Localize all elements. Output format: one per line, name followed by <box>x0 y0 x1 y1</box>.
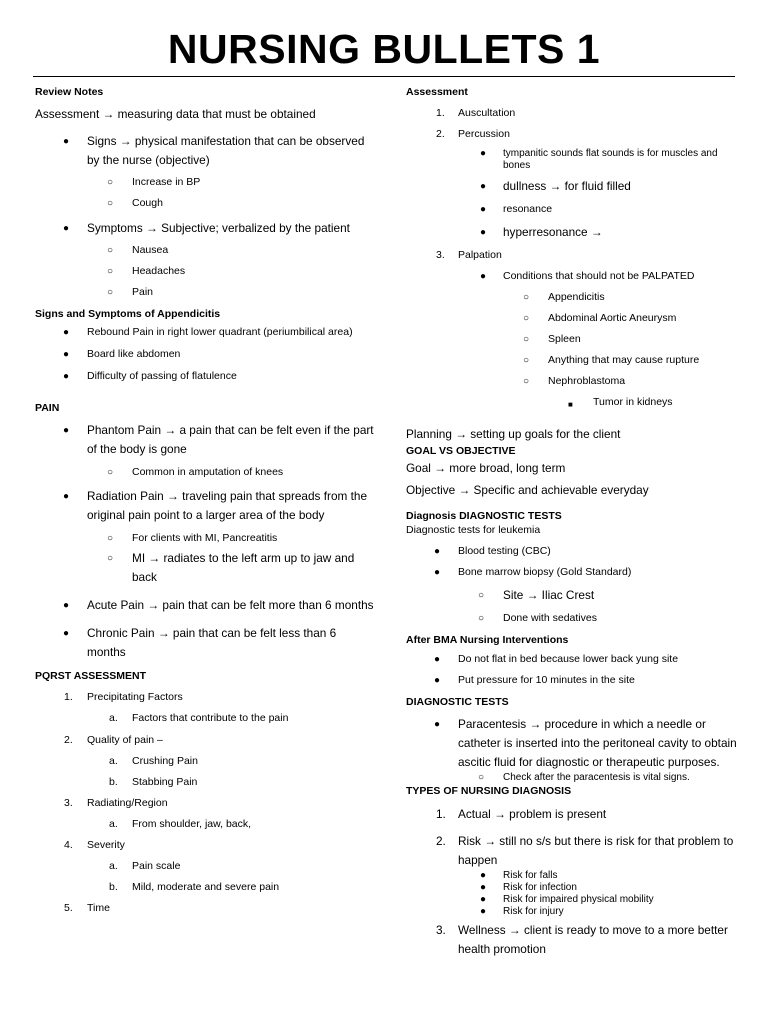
radiation-pain-note: For clients with MI, Pancreatitis <box>132 532 278 544</box>
title-rule <box>33 76 735 77</box>
list-item <box>406 202 741 217</box>
list-item <box>35 285 375 300</box>
bullet-marker: ● <box>63 491 70 502</box>
list-item <box>406 395 741 410</box>
bma-text: Bone marrow biopsy (Gold Standard) <box>458 566 632 578</box>
diagnostic-tests-heading: DIAGNOSTIC TESTS <box>406 696 509 708</box>
pqrst-subitem <box>35 775 375 790</box>
pqrst-label: Precipitating Factors <box>87 691 183 703</box>
pqrst-number: 5. <box>64 902 73 914</box>
chronic-pain-text: Chronic Pain → pain that can be felt less than 6 months <box>87 626 337 659</box>
review-notes-heading: Review Notes <box>35 86 104 98</box>
circle-marker: ○ <box>107 467 114 478</box>
no-palpate-condition: Anything that may cause rupture <box>548 354 700 366</box>
pain-heading: PAIN <box>35 402 60 414</box>
bullet-marker: ● <box>480 894 487 905</box>
pqrst-subitem <box>35 859 375 874</box>
tympanitic-text: tympanitic sounds flat sounds is for muscles and bones <box>503 148 718 171</box>
bullet-marker: ● <box>480 204 487 215</box>
bullet-marker: ● <box>480 227 487 238</box>
circle-marker: ○ <box>107 198 114 209</box>
list-item <box>35 465 375 480</box>
list-item <box>406 921 741 959</box>
circle-marker: ○ <box>478 772 485 783</box>
pqrst-subitem <box>35 817 375 832</box>
circle-marker: ○ <box>523 355 530 366</box>
nephroblastoma-note: Tumor in kidneys <box>593 396 673 408</box>
risk-example: Risk for infection <box>503 882 577 893</box>
risk-example: Risk for falls <box>503 870 558 881</box>
circle-marker: ○ <box>523 292 530 303</box>
no-palpate-text: Conditions that should not be PALPATED <box>503 270 695 282</box>
goal-text: Goal → more broad, long term <box>406 461 566 475</box>
list-item <box>406 290 741 305</box>
list-item <box>35 624 375 662</box>
symptoms-example: Nausea <box>132 244 169 256</box>
list-number: 1. <box>436 107 445 119</box>
circle-marker: ○ <box>107 266 114 277</box>
symptoms-text: Symptoms → Subjective; verbalized by the patient <box>87 221 350 235</box>
circle-marker: ○ <box>523 313 530 324</box>
palpation-text: Palpation <box>458 249 502 261</box>
bullet-marker: ● <box>63 327 70 338</box>
list-item <box>406 311 741 326</box>
pqrst-letter: a. <box>109 860 118 872</box>
list-item <box>406 805 741 824</box>
bullet-marker: ● <box>434 675 441 686</box>
list-item <box>35 196 375 211</box>
list-item <box>406 544 741 559</box>
list-item <box>406 832 741 870</box>
pqrst-item <box>35 901 375 916</box>
pqrst-label: Quality of pain – <box>87 734 163 746</box>
pqrst-letter: a. <box>109 712 118 724</box>
pqrst-item <box>35 838 375 853</box>
pqrst-subitem-text: Crushing Pain <box>132 755 198 767</box>
bullet-marker: ● <box>434 567 441 578</box>
pqrst-item <box>35 690 375 705</box>
list-item <box>35 549 375 587</box>
pqrst-subitem-text: From shoulder, jaw, back, <box>132 818 252 830</box>
bullet-marker: ● <box>63 600 70 611</box>
pqrst-letter: b. <box>109 881 118 893</box>
circle-marker: ○ <box>478 613 485 624</box>
bullet-marker: ● <box>63 349 70 360</box>
diagnosis-heading: Diagnosis DIAGNOSTIC TESTS <box>406 510 562 522</box>
list-number: 3. <box>436 249 445 261</box>
list-item <box>35 243 375 258</box>
pqrst-subitem <box>35 754 375 769</box>
assessment-definition: Assessment → measuring data that must be obtained <box>35 107 316 121</box>
list-number: 1. <box>436 807 446 821</box>
list-item <box>406 611 741 626</box>
bullet-marker: ● <box>480 906 487 917</box>
after-bma-heading: After BMA Nursing Interventions <box>406 634 569 646</box>
pqrst-letter: a. <box>109 755 118 767</box>
list-item <box>406 269 741 284</box>
list-item <box>406 127 741 142</box>
list-number: 2. <box>436 128 445 140</box>
list-item <box>406 353 741 368</box>
objective-text: Objective → Specific and achievable everyday <box>406 483 649 497</box>
phantom-pain-note: Common in amputation of knees <box>132 466 284 478</box>
list-number: 2. <box>436 834 446 848</box>
risk-diagnosis-text: Risk → still no s/s but there is risk for that problem to happen <box>458 834 734 867</box>
after-bma-item: Put pressure for 10 minutes in the site <box>458 674 635 686</box>
hyperresonance-text: hyperresonance → <box>503 225 603 239</box>
appendicitis-sign: Board like abdomen <box>87 348 181 360</box>
pqrst-number: 4. <box>64 839 73 851</box>
no-palpate-condition: Abdominal Aortic Aneurysm <box>548 312 677 324</box>
acute-pain-text: Acute Pain → pain that can be felt more than 6 months <box>87 598 374 612</box>
circle-marker: ○ <box>478 590 485 601</box>
appendicitis-heading: Signs and Symptoms of Appendicitis <box>35 308 221 320</box>
wellness-diagnosis-text: Wellness → client is ready to move to a more better health promotion <box>458 923 728 956</box>
pqrst-subitem <box>35 880 375 895</box>
bullet-marker: ● <box>63 628 70 639</box>
pqrst-number: 1. <box>64 691 73 703</box>
pqrst-number: 2. <box>64 734 73 746</box>
list-item <box>406 106 741 121</box>
circle-marker: ○ <box>107 287 114 298</box>
list-item <box>406 882 741 894</box>
pqrst-item <box>35 796 375 811</box>
goal-vs-objective-heading: GOAL VS OBJECTIVE <box>406 445 516 457</box>
circle-marker: ○ <box>107 245 114 256</box>
list-number: 3. <box>436 923 446 937</box>
pqrst-heading: PQRST ASSESSMENT <box>35 670 147 682</box>
pqrst-subitem-text: Stabbing Pain <box>132 776 198 788</box>
paracentesis-text: Paracentesis → procedure in which a needle or catheter is inserted into the peritoneal cavity to obtain ascitic fluid for diagnostic or therapeutic purposes. <box>458 717 737 769</box>
planning-text: Planning → setting up goals for the client <box>406 427 621 441</box>
bullet-marker: ● <box>480 271 487 282</box>
pqrst-letter: a. <box>109 818 118 830</box>
auscultation-text: Auscultation <box>458 107 516 119</box>
pqrst-label: Time <box>87 902 110 914</box>
pqrst-subitem-text: Factors that contribute to the pain <box>132 712 289 724</box>
signs-example: Cough <box>132 197 163 209</box>
list-item <box>35 369 375 384</box>
pqrst-label: Severity <box>87 839 125 851</box>
list-item <box>406 565 741 580</box>
list-item <box>406 248 741 263</box>
paracentesis-note: Check after the paracentesis is vital signs. <box>503 772 690 783</box>
bullet-marker: ● <box>63 371 70 382</box>
list-item <box>406 374 741 389</box>
symptoms-example: Pain <box>132 286 154 298</box>
circle-marker: ○ <box>107 533 114 544</box>
leukemia-tests-text: Diagnostic tests for leukemia <box>406 524 541 536</box>
list-item <box>35 219 375 238</box>
bullet-marker: ● <box>434 546 441 557</box>
pqrst-subitem-text: Mild, moderate and severe pain <box>132 881 280 893</box>
radiation-pain-text: Radiation Pain → traveling pain that spreads from the original pain point to a larger area of the body <box>87 489 368 522</box>
bullet-marker: ● <box>480 181 487 192</box>
bullet-marker: ● <box>63 136 70 147</box>
bullet-marker: ● <box>480 148 487 159</box>
list-item <box>35 132 375 170</box>
list-item <box>35 325 375 340</box>
circle-marker: ○ <box>107 553 114 564</box>
list-item <box>406 894 741 906</box>
no-palpate-condition: Nephroblastoma <box>548 375 626 387</box>
bullet-marker: ● <box>63 223 70 234</box>
list-item <box>406 586 741 605</box>
list-item <box>406 715 741 772</box>
bullet-marker: ● <box>480 882 487 893</box>
list-item <box>406 177 741 196</box>
types-of-nursing-diagnosis-heading: TYPES OF NURSING DIAGNOSIS <box>406 785 572 797</box>
circle-marker: ○ <box>107 177 114 188</box>
list-item <box>35 531 375 546</box>
appendicitis-sign: Rebound Pain in right lower quadrant (periumbilical area) <box>87 326 353 338</box>
list-item <box>35 347 375 362</box>
list-item <box>35 175 375 190</box>
pqrst-number: 3. <box>64 797 73 809</box>
list-item <box>35 487 375 525</box>
list-item <box>406 906 741 918</box>
bullet-marker: ● <box>434 719 441 730</box>
list-item <box>406 223 741 242</box>
pqrst-label: Radiating/Region <box>87 797 168 809</box>
list-item <box>406 652 741 667</box>
phantom-pain-text: Phantom Pain → a pain that can be felt even if the part of the body is gone <box>87 423 374 456</box>
symptoms-example: Headaches <box>132 265 186 277</box>
after-bma-item: Do not flat in bed because lower back yung site <box>458 653 679 665</box>
pqrst-subitem-text: Pain scale <box>132 860 181 872</box>
list-item <box>406 673 741 688</box>
page-title: NURSING BULLETS 1 <box>167 26 601 72</box>
actual-diagnosis-text: Actual → problem is present <box>458 807 607 821</box>
list-item <box>406 148 741 172</box>
risk-example: Risk for impaired physical mobility <box>503 894 654 905</box>
list-item <box>406 332 741 347</box>
pqrst-letter: b. <box>109 776 118 788</box>
bullet-marker: ● <box>434 654 441 665</box>
list-item <box>35 264 375 279</box>
radiation-pain-note: MI → radiates to the left arm up to jaw and back <box>132 551 355 584</box>
risk-example: Risk for injury <box>503 906 564 917</box>
right-column <box>406 82 741 959</box>
bma-site-text: Site → Iliac Crest <box>503 588 595 602</box>
dullness-text: dullness → for fluid filled <box>503 179 631 193</box>
circle-marker: ○ <box>523 334 530 345</box>
bullet-marker: ● <box>63 425 70 436</box>
pqrst-subitem <box>35 711 375 726</box>
no-palpate-condition: Appendicitis <box>548 291 605 303</box>
appendicitis-sign: Difficulty of passing of flatulence <box>87 370 237 382</box>
signs-text: Signs → physical manifestation that can be observed by the nurse (objective) <box>87 134 365 167</box>
assessment-heading: Assessment <box>406 86 468 98</box>
list-item <box>406 772 741 784</box>
left-column <box>35 82 375 916</box>
bma-sedatives-text: Done with sedatives <box>503 612 597 624</box>
square-marker: ■ <box>568 400 573 409</box>
bullet-marker: ● <box>480 870 487 881</box>
percussion-text: Percussion <box>458 128 510 140</box>
pqrst-item <box>35 733 375 748</box>
resonance-text: resonance <box>503 203 553 215</box>
signs-example: Increase in BP <box>132 176 201 188</box>
no-palpate-condition: Spleen <box>548 333 581 345</box>
circle-marker: ○ <box>523 376 530 387</box>
list-item <box>35 596 375 615</box>
list-item <box>35 421 375 459</box>
list-item <box>406 870 741 882</box>
cbc-text: Blood testing (CBC) <box>458 545 551 557</box>
